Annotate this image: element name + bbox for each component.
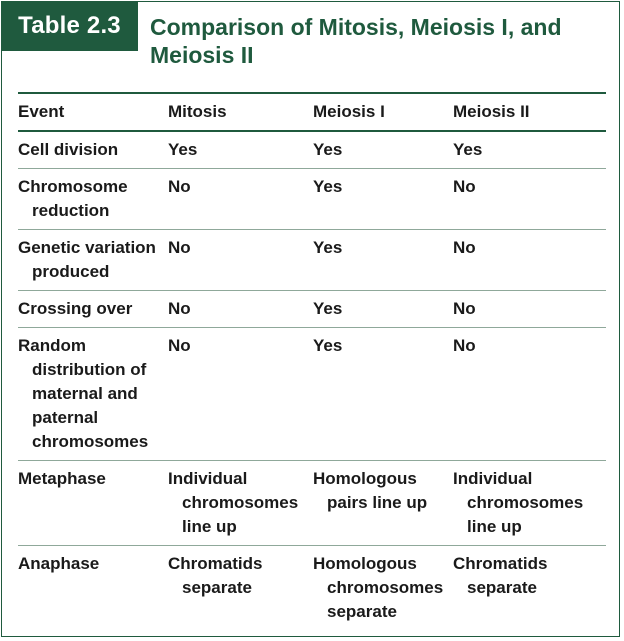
meiosis-i-cell <box>313 461 453 546</box>
cell-text: Anaphase <box>18 554 100 573</box>
meiosis-ii-cell <box>453 546 606 631</box>
table-row <box>18 131 606 169</box>
cell-text: Metaphase <box>18 469 106 488</box>
event-cell <box>18 461 168 546</box>
meiosis-ii-cell <box>453 328 606 461</box>
event-cell <box>18 291 168 328</box>
mitosis-cell <box>168 131 313 169</box>
cell-text: Genetic variation produced <box>18 238 156 281</box>
cell-text: No <box>168 177 191 196</box>
cell-text: Chromatids separate <box>168 554 263 597</box>
table-number-badge <box>1 1 138 51</box>
mitosis-cell <box>168 230 313 291</box>
event-cell <box>18 131 168 169</box>
event-cell <box>18 546 168 631</box>
table-title: Comparison of Mitosis, Meiosis I, and Meiosis II <box>150 14 562 68</box>
cell-text: Homologous pairs line up <box>313 469 428 512</box>
cell-text: Yes <box>168 140 198 159</box>
table-row <box>18 291 606 328</box>
cell-text: Chromosome reduction <box>18 177 128 220</box>
cell-text: Homologous chromosomes separate <box>313 554 444 621</box>
top-rule <box>18 92 606 94</box>
mitosis-cell <box>168 328 313 461</box>
mitosis-cell <box>168 546 313 631</box>
cell-text: No <box>168 299 191 318</box>
mitosis-cell <box>168 169 313 230</box>
meiosis-ii-cell <box>453 230 606 291</box>
header-meiosis-ii: Meiosis II <box>453 97 606 131</box>
cell-text: No <box>168 336 191 355</box>
cell-text: Yes <box>313 336 343 355</box>
event-cell <box>18 230 168 291</box>
cell-text: No <box>453 177 476 196</box>
header-row <box>18 97 606 131</box>
header-event: Event <box>18 97 168 131</box>
meiosis-i-cell <box>313 291 453 328</box>
cell-text: Cell division <box>18 140 119 159</box>
cell-text: No <box>453 336 476 355</box>
header-mitosis: Mitosis <box>168 97 313 131</box>
event-cell <box>18 169 168 230</box>
cell-text: No <box>453 238 476 257</box>
meiosis-i-cell <box>313 328 453 461</box>
cell-text: No <box>453 299 476 318</box>
cell-text: Yes <box>313 299 343 318</box>
cell-text: Yes <box>313 238 343 257</box>
table-row <box>18 328 606 461</box>
cell-text: No <box>168 238 191 257</box>
table-row <box>18 230 606 291</box>
header-meiosis-i: Meiosis I <box>313 97 453 131</box>
meiosis-ii-cell <box>453 461 606 546</box>
mitosis-cell <box>168 291 313 328</box>
cell-text: Yes <box>453 140 483 159</box>
meiosis-ii-cell <box>453 169 606 230</box>
table-number: Table 2.3 <box>18 12 121 39</box>
meiosis-i-cell <box>313 230 453 291</box>
cell-text: Yes <box>313 140 343 159</box>
meiosis-ii-cell <box>453 131 606 169</box>
meiosis-i-cell <box>313 131 453 169</box>
cell-text: Random distribution of maternal and paternal chromosomes <box>18 336 149 451</box>
cell-text: Chromatids separate <box>453 554 548 597</box>
cell-text: Yes <box>313 177 343 196</box>
meiosis-i-cell <box>313 546 453 631</box>
cell-text: Individual chromosomes line up <box>168 469 299 536</box>
table-row <box>18 461 606 546</box>
meiosis-ii-cell <box>453 291 606 328</box>
cell-text: Crossing over <box>18 299 133 318</box>
cell-text: Individual chromosomes line up <box>453 469 584 536</box>
table-row <box>18 169 606 230</box>
meiosis-i-cell <box>313 169 453 230</box>
table-row <box>18 546 606 631</box>
mitosis-cell <box>168 461 313 546</box>
comparison-table <box>18 97 606 630</box>
event-cell <box>18 328 168 461</box>
